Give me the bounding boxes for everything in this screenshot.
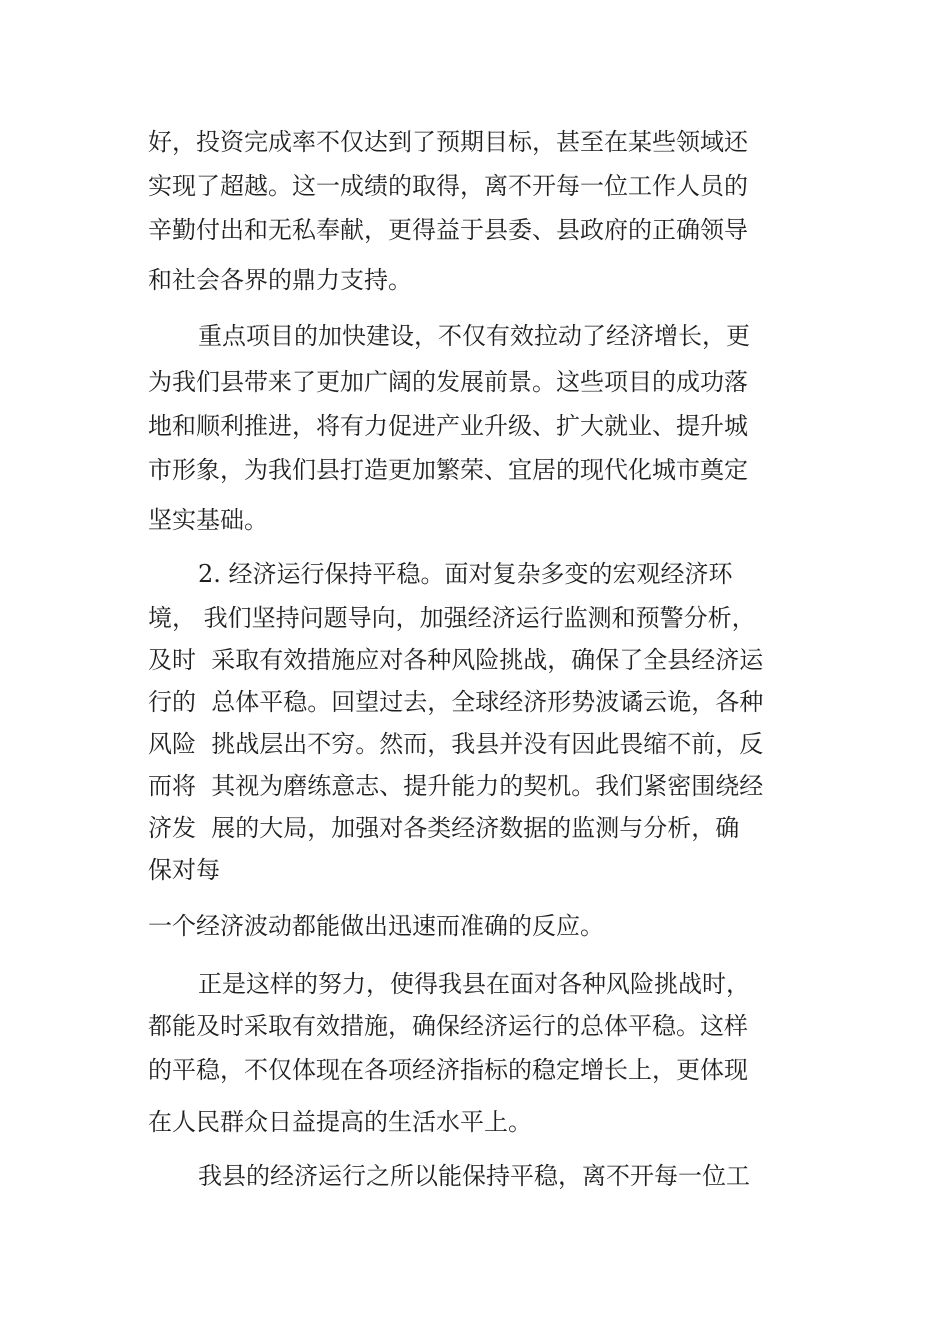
text-line: 2. 经济运行保持平稳。面对复杂多变的宏观经济环 bbox=[198, 560, 733, 588]
text-line: 济发 展的大局，加强对各类经济数据的监测与分析，确 bbox=[148, 814, 740, 842]
text-line: 地和顺利推进，将有力促进产业升级、扩大就业、提升城 bbox=[148, 412, 748, 440]
text-line: 行的 总体平稳。回望过去，全球经济形势波谲云诡，各种 bbox=[148, 688, 764, 716]
text-line: 而将 其视为磨练意志、提升能力的契机。我们紧密围绕经 bbox=[148, 772, 764, 800]
text-line: 为我们县带来了更加广阔的发展前景。这些项目的成功落 bbox=[148, 368, 748, 396]
text-line: 都能及时采取有效措施，确保经济运行的总体平稳。这样 bbox=[148, 1012, 748, 1040]
text-line: 辛勤付出和无私奉献，更得益于县委、县政府的正确领导 bbox=[148, 216, 748, 244]
text-line: 和社会各界的鼎力支持。 bbox=[148, 266, 412, 294]
text-line: 正是这样的努力，使得我县在面对各种风险挑战时， bbox=[198, 970, 750, 998]
text-line: 重点项目的加快建设，不仅有效拉动了经济增长，更 bbox=[198, 322, 750, 350]
text-line: 一个经济波动都能做出迅速而准确的反应。 bbox=[148, 912, 604, 940]
text-line: 风险 挑战层出不穷。然而，我县并没有因此畏缩不前，反 bbox=[148, 730, 764, 758]
text-line: 的平稳，不仅体现在各项经济指标的稳定增长上，更体现 bbox=[148, 1056, 748, 1084]
text-line: 好，投资完成率不仅达到了预期目标，甚至在某些领域还 bbox=[148, 128, 748, 156]
text-line: 坚实基础。 bbox=[148, 506, 268, 534]
text-line: 境， 我们坚持问题导向，加强经济运行监测和预警分析， bbox=[148, 604, 756, 632]
text-line: 我县的经济运行之所以能保持平稳，离不开每一位工 bbox=[198, 1162, 750, 1190]
text-line: 及时 采取有效措施应对各种风险挑战，确保了全县经济运 bbox=[148, 646, 764, 674]
text-line: 实现了超越。这一成绩的取得，离不开每一位工作人员的 bbox=[148, 172, 748, 200]
text-line: 保对每 bbox=[148, 856, 220, 884]
text-line: 在人民群众日益提高的生活水平上。 bbox=[148, 1108, 532, 1136]
text-line: 市形象，为我们县打造更加繁荣、宜居的现代化城市奠定 bbox=[148, 456, 748, 484]
